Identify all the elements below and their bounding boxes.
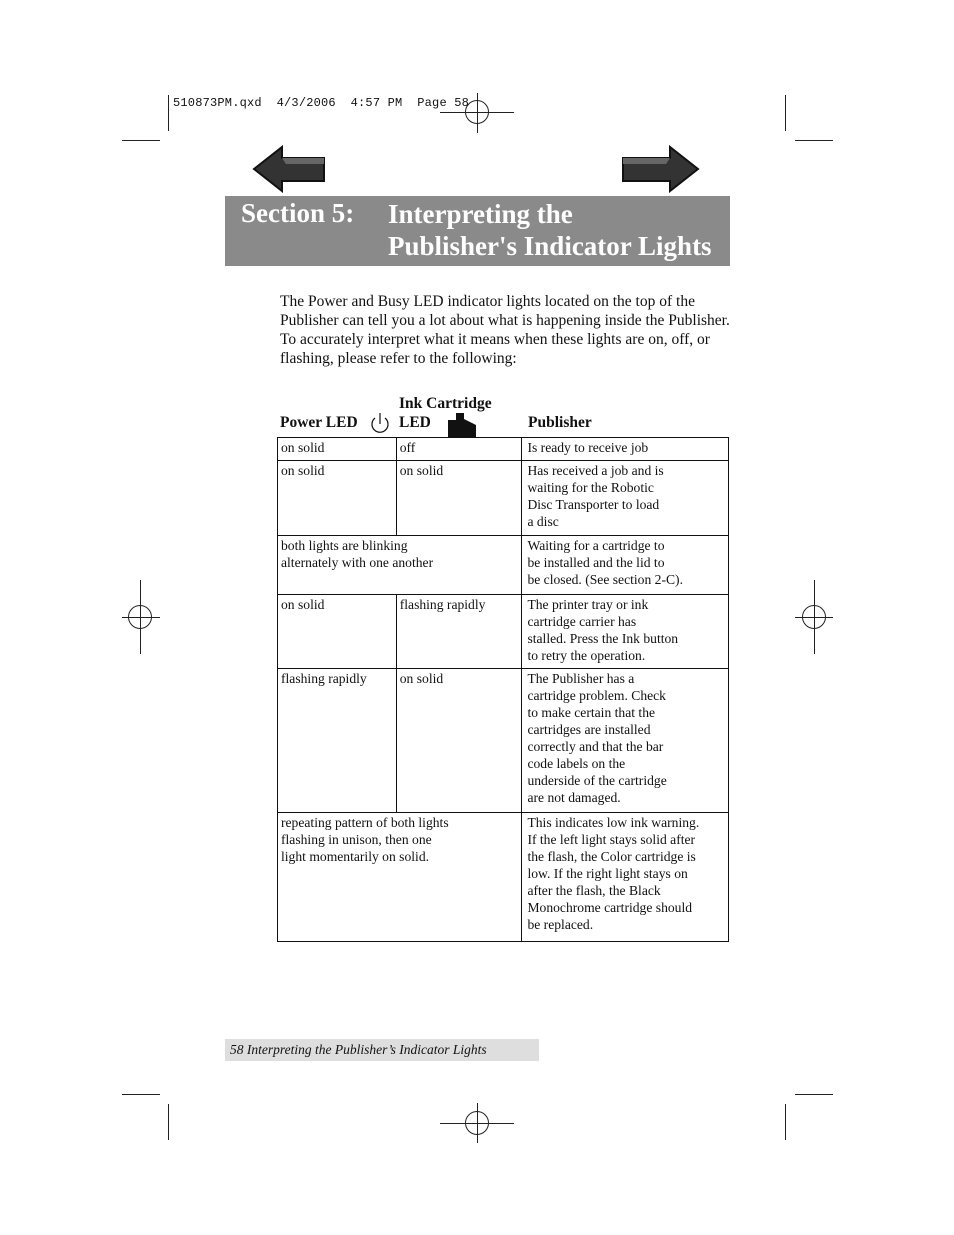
page-footer xyxy=(225,1039,539,1061)
crop-mark xyxy=(122,140,160,141)
ink-cell: off xyxy=(396,438,522,461)
header-publisher: Publisher xyxy=(528,414,592,431)
power-cell: on solid xyxy=(278,438,397,461)
publisher-cell: Is ready to receive job xyxy=(522,438,729,461)
table-row xyxy=(278,438,729,461)
power-cell: flashing rapidly xyxy=(278,669,397,813)
crop-mark xyxy=(168,95,169,131)
section-number: Section 5: xyxy=(241,198,355,228)
publisher-cell: This indicates low ink warning. If the left light stays solid after the flash, the Color cartridge is low. If the right light stays on after the flash, the Black Monochrome cartridge should be replaced. xyxy=(522,813,729,942)
previous-page-button[interactable] xyxy=(252,145,332,193)
next-page-button[interactable] xyxy=(620,145,700,193)
section-title xyxy=(388,198,712,262)
ink-cell: on solid xyxy=(396,461,522,536)
crop-mark xyxy=(795,140,833,141)
header-ink-line1: Ink Cartridge xyxy=(399,395,492,412)
header-power-led: Power LED xyxy=(280,414,358,431)
power-cell: on solid xyxy=(278,595,397,669)
combined-cell: repeating pattern of both lights flashing in unison, then one light momentarily on solid. xyxy=(278,813,522,942)
left-arrow-icon xyxy=(252,145,332,193)
table-row xyxy=(278,595,729,669)
slug-line: 510873PM.qxd 4/3/2006 4:57 PM Page 58 xyxy=(173,96,470,110)
crop-mark xyxy=(785,1104,786,1140)
ink-cell: flashing rapidly xyxy=(396,595,522,669)
table-row xyxy=(278,813,729,942)
intro-paragraph: The Power and Busy LED indicator lights located on the top of the Publisher can tell you a lot about what is happening inside the Publisher. To accurately interpret what it means when these lights are on, off, or flashing, please refer to the following: xyxy=(280,293,730,367)
section-banner xyxy=(225,196,730,266)
publisher-cell: The printer tray or ink cartridge carrier has stalled. Press the Ink button to retry the operation. xyxy=(522,595,729,669)
indicator-table xyxy=(277,437,729,942)
section-title-line2: Publisher's Indicator Lights xyxy=(388,231,712,261)
ink-cell: on solid xyxy=(396,669,522,813)
combined-cell: both lights are blinking alternately with one another xyxy=(278,536,522,595)
table-row xyxy=(278,669,729,813)
right-arrow-icon xyxy=(620,145,700,193)
header-ink-line2: LED xyxy=(399,414,431,431)
table-row xyxy=(278,461,729,536)
crop-mark xyxy=(785,95,786,131)
publisher-cell: Waiting for a cartridge to be installed and the lid to be closed. (See section 2-C). xyxy=(522,536,729,595)
crop-mark xyxy=(795,1094,833,1095)
footer-text: 58 Interpreting the Publisher’s Indicator Lights xyxy=(230,1042,487,1057)
section-title-line1: Interpreting the xyxy=(388,199,573,229)
crop-mark xyxy=(122,1094,160,1095)
power-icon xyxy=(369,410,391,436)
ink-cartridge-icon xyxy=(446,411,478,437)
table-row xyxy=(278,536,729,595)
publisher-cell: Has received a job and is waiting for the Robotic Disc Transporter to load a disc xyxy=(522,461,729,536)
power-cell: on solid xyxy=(278,461,397,536)
crop-mark xyxy=(168,1104,169,1140)
publisher-cell: The Publisher has a cartridge problem. Check to make certain that the cartridges are installed correctly and that the bar code labels on the underside of the cartridge are not damaged. xyxy=(522,669,729,813)
